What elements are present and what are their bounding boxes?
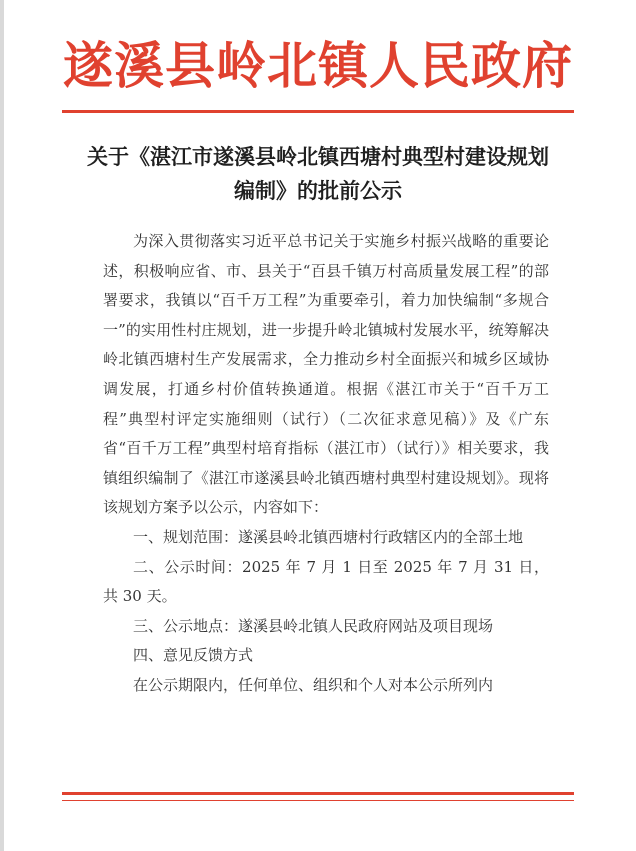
paragraph-feedback-heading: 四、意见反馈方式 <box>133 646 254 665</box>
masthead-divider <box>62 110 574 113</box>
document-body <box>103 227 549 701</box>
paragraph-scope: 一、规划范围：遂溪县岭北镇西塘村行政辖区内的全部土地 <box>133 527 524 546</box>
paragraph-intro: 为深入贯彻落实习近平总书记关于实施乡村振兴战略的重要论述，积极响应省、市、县关于“百县千镇万村高质量发展工程”的部署要求，我镇以“百千万工程”为重要牵引，着力加快编制“多规合一”的实用性村庄规划，进一步提升岭北镇城村发展水平，统筹解决岭北镇西塘村生产发展需求，全力推动乡村全面振兴和城乡区域协调发展，打通乡村价值转换通道。根据《湛江市关于“百千万工程”典型村评定实施细则（试行）（二次征求意见稿）》及《广东省“百千万工程”典型村培育指标（湛江市）（试行）》相关要求，我镇组织编制了《湛江市遂溪县岭北镇西塘村典型村建设规划》。现将该规划方案予以公示，内容如下： <box>103 232 549 517</box>
document-title: 关于《湛江市遂溪县岭北镇西塘村典型村建设规划编制》的批前公示 <box>87 144 549 203</box>
footer-divider-thick <box>62 792 574 795</box>
footer-divider-thin <box>62 800 574 801</box>
paragraph-location: 三、公示地点：遂溪县岭北镇人民政府网站及项目现场 <box>133 616 494 635</box>
agency-masthead: 遂溪县岭北镇人民政府 <box>63 36 573 95</box>
paragraph-period: 二、公示时间：2025 年 7 月 1 日至 2025 年 7 月 31 日，共 30 天。 <box>103 557 549 606</box>
paragraph-feedback-text: 在公示期限内，任何单位、组织和个人对本公示所列内 <box>133 675 494 694</box>
page-edge <box>0 0 4 851</box>
